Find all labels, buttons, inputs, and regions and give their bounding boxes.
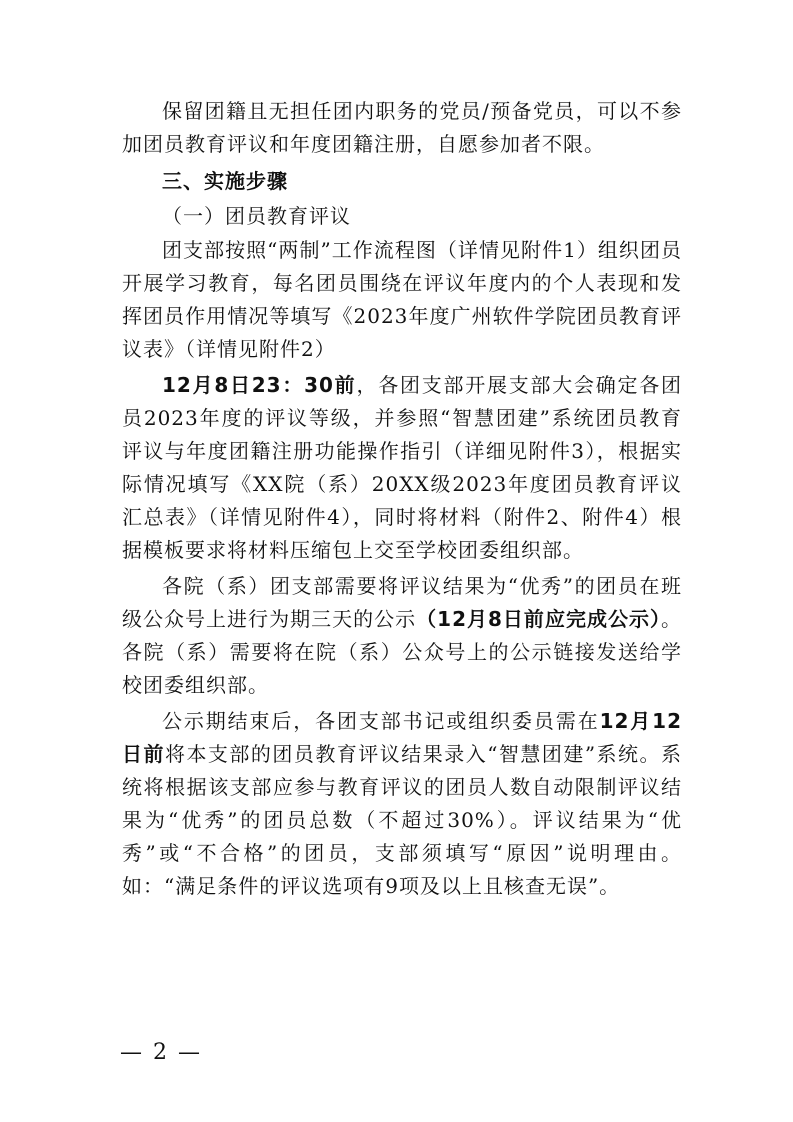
page-number: — 2 — — [120, 1040, 202, 1065]
publicity-deadline: （12月8日前应完成公示） — [416, 607, 662, 631]
paragraph-deadline-dec8-text: ，各团支部开展支部大会确定各团员2023年度的评议等级，并参照“智慧团建”系统团员教育评议与年度团籍注册功能操作指引（详细见附件3），根据实际情况填写《XX院（系）20XX级2023年度团员教育评议汇总表》（详情见附件4），同时将材料（附件2、附件4）根据模板要求将材料压缩包上交至学校团委组织部。 — [122, 373, 683, 562]
paragraph-deadline-dec8 — [122, 369, 682, 567]
paragraph-publicity-start: 各院（系）团支部需要将评议结果为“优秀”的团员在班级公众号上进行为期三天的公示 — [122, 574, 682, 631]
system-entry-deadline: 12月12日前 — [122, 709, 682, 766]
paragraph-study-education: 团支部按照“两制”工作流程图（详情见附件1）组织团员开展学习教育，每名团员围绕在评议年度内的个人表现和发挥团员作用情况等填写《2023年度广州软件学院团员教育评议表》（详情见附件2） — [122, 238, 682, 361]
paragraph-publicity — [122, 570, 682, 702]
deadline-dec8-time: 12月8日23：30前 — [162, 373, 357, 397]
document-body — [122, 95, 682, 903]
paragraph-system-entry-end: 将本支部的团员教育评议结果录入“智慧团建”系统。系统将根据该支部应参与教育评议的团员人数自动限制评议结果为“优秀”的团员总数（不超过30%）。评议结果为“优秀”或“不合格”的团员，支部须填写“原因”说明理由。如：“满足条件的评议选项有9项及以上且核查无误”。 — [122, 742, 682, 898]
paragraph-party-members: 保留团籍且无担任团内职务的党员/预备党员，可以不参加团员教育评议和年度团籍注册，自愿参加者不限。 — [122, 99, 682, 156]
paragraph-system-entry — [122, 705, 682, 903]
section-heading-implementation-steps: 三、实施步骤 — [162, 169, 288, 193]
paragraph-system-entry-start: 公示期结束后，各团支部书记或组织委员需在 — [162, 709, 600, 733]
paragraph-publicity-end: 。各院（系）需要将在院（系）公众号上的公示链接发送给学校团委组织部。 — [122, 607, 683, 697]
subsection-heading-education-review: （一）团员教育评议 — [162, 204, 351, 228]
